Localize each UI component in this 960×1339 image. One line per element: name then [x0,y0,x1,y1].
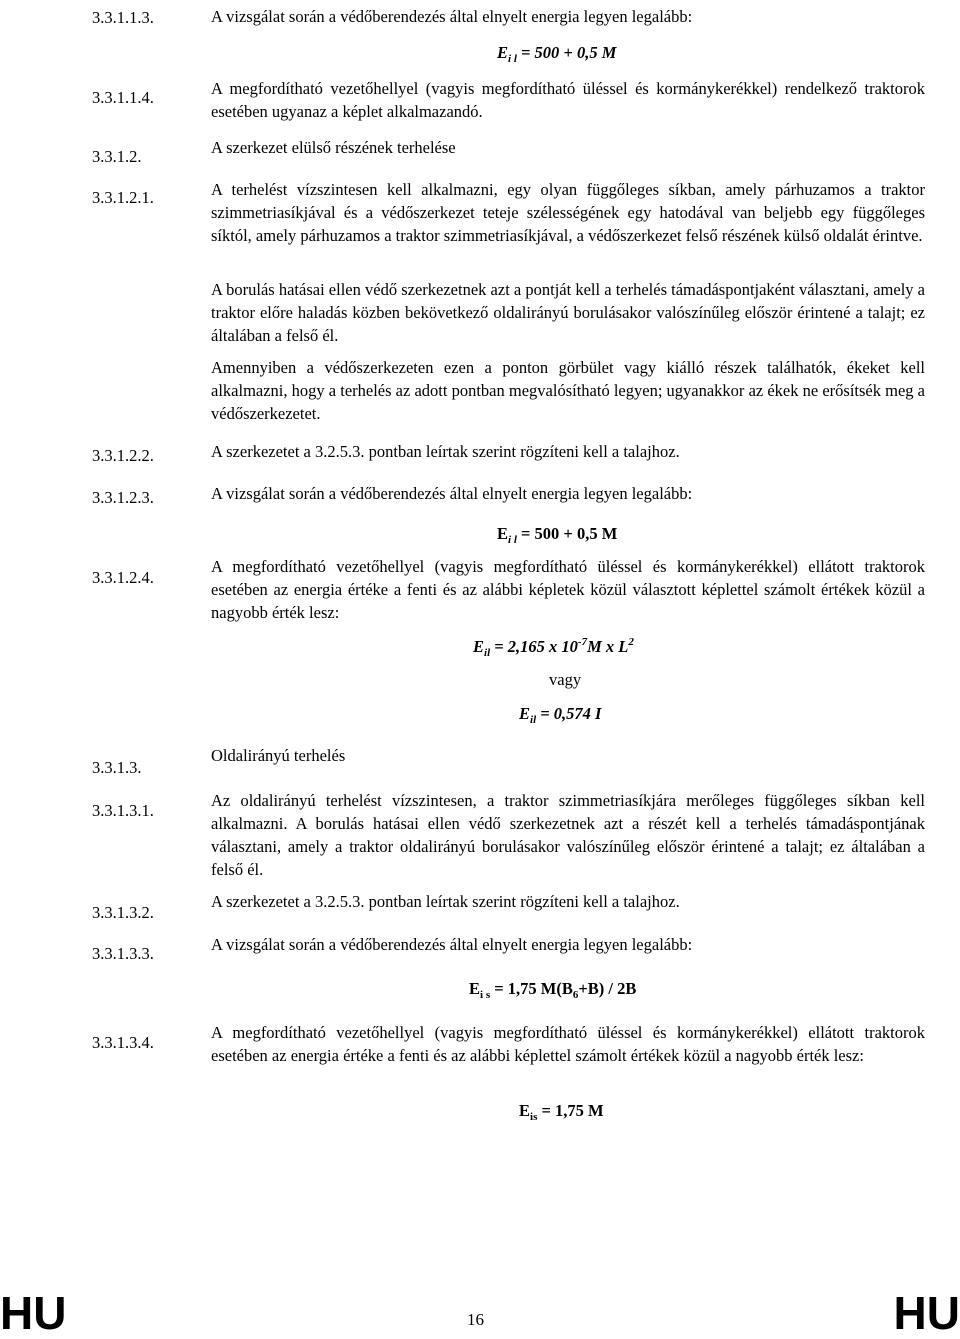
page-number: 16 [467,1310,484,1329]
section-number: 3.3.1.2. [92,147,142,166]
section-number: 3.3.1.1.4. [92,88,154,107]
formula-connector: vagy [549,670,582,689]
section-number: 3.3.1.3.2. [92,903,154,922]
paragraph: A borulás hatásai ellen védő szerkezetnek azt a pontját kell a terhelés támadáspontjaként választani, amely a traktor előre haladás közben bekövetkező oldalirányú borulásakor valószínűleg először érintené a talajt; ez általában a felső él. [211,280,925,345]
section-number: 3.3.1.2.3. [92,488,154,507]
energy-formula: $E_{i l} = 500 + 0,5$ M [497,524,618,546]
section-number: 3.3.1.3.3. [92,944,154,963]
section-heading: Oldalirányú terhelés [211,746,346,765]
paragraph: A vizsgálat során a védőberendezés által elnyelt energia legyen legalább: [211,935,693,954]
energy-formula: $E_{i l} = 500 + 0,5$ M [497,43,617,65]
section-number: 3.3.1.3.1. [92,801,154,820]
section-number: 3.3.1.2.1. [92,188,154,207]
footer-language-code-left: HU [0,1287,67,1339]
paragraph: A vizsgálat során a védőberendezés által elnyelt energia legyen legalább: [211,7,693,26]
paragraph: A szerkezetet a 3.2.5.3. pontban leírtak szerint rögzíteni kell a talajhoz. [211,442,680,461]
paragraph: A terhelést vízszintesen kell alkalmazni, egy olyan függőleges síkban, amely párhuzamos a traktor szimmetriasíkjával és a védőszerkezet teteje szélességének egy hatodával van beljebb egy függőleges síktól, amely párhuzamos a traktor szimmetriasíkjával, a védőszerkezet felső részének külső oldalát érintve. [211,180,925,245]
paragraph: A vizsgálat során a védőberendezés által elnyelt energia legyen legalább: [211,484,693,503]
section-number: 3.3.1.3. [92,758,142,777]
section-number: 3.3.1.3.4. [92,1033,154,1052]
energy-formula: $E_{il} = 0,574$ I [519,704,602,726]
paragraph: A megfordítható vezetőhellyel (vagyis megfordítható üléssel és kormánykerékkel) ellátott traktorok esetében az energia értéke a fenti és az alábbi képlettel számolt értékek közül a nagyobb érték lesz: [211,1023,925,1065]
paragraph: A szerkezetet a 3.2.5.3. pontban leírtak szerint rögzíteni kell a talajhoz. [211,892,680,911]
section-number: 3.3.1.2.4. [92,568,154,587]
paragraph: A megfordítható vezetőhellyel (vagyis megfordítható üléssel és kormánykerékkel) rendelkező traktorok esetében ugyanaz a képlet alkalmazandó. [211,79,925,121]
paragraph: Az oldalirányú terhelést vízszintesen, a traktor szimmetriasíkjára merőleges függőleges síkban kell alkalmazni. A borulás hatásai ellen védő szerkezetnek azt a részét kell a terhelés támadáspontjának választani, amely a traktor oldalirányú borulásakor valószínűleg először érintené a talajt; ez általában a felső él. [211,791,925,879]
paragraph: Amennyiben a védőszerkezeten ezen a ponton görbület vagy kiálló részek találhatók, ékeket kell alkalmazni, hogy a terhelés az adott pontban megvalósítható legyen; ugyanakkor az ékek ne erősítsék meg a védőszerkezetet. [211,358,925,423]
paragraph: A megfordítható vezetőhellyel (vagyis megfordítható üléssel és kormánykerékkel) ellátott traktorok esetében az energia értéke a fenti és az alábbi képletek közül választott képlettel számolt értékek közül a nagyobb érték lesz: [211,557,925,622]
energy-formula: $E_{il} = 2,165$ x $10^{-7}M$ x $L^2$ [473,636,634,659]
energy-formula: $E_{i s} = 1,75$ $M(B_6+B) / 2B$ [469,979,637,1001]
section-number: 3.3.1.2.2. [92,446,154,465]
section-number: 3.3.1.1.3. [92,8,154,27]
energy-formula: $E_{is} = 1,75$ M [519,1101,604,1123]
section-heading: A szerkezet elülső részének terhelése [211,138,456,157]
footer-language-code-right: HU [893,1287,960,1339]
